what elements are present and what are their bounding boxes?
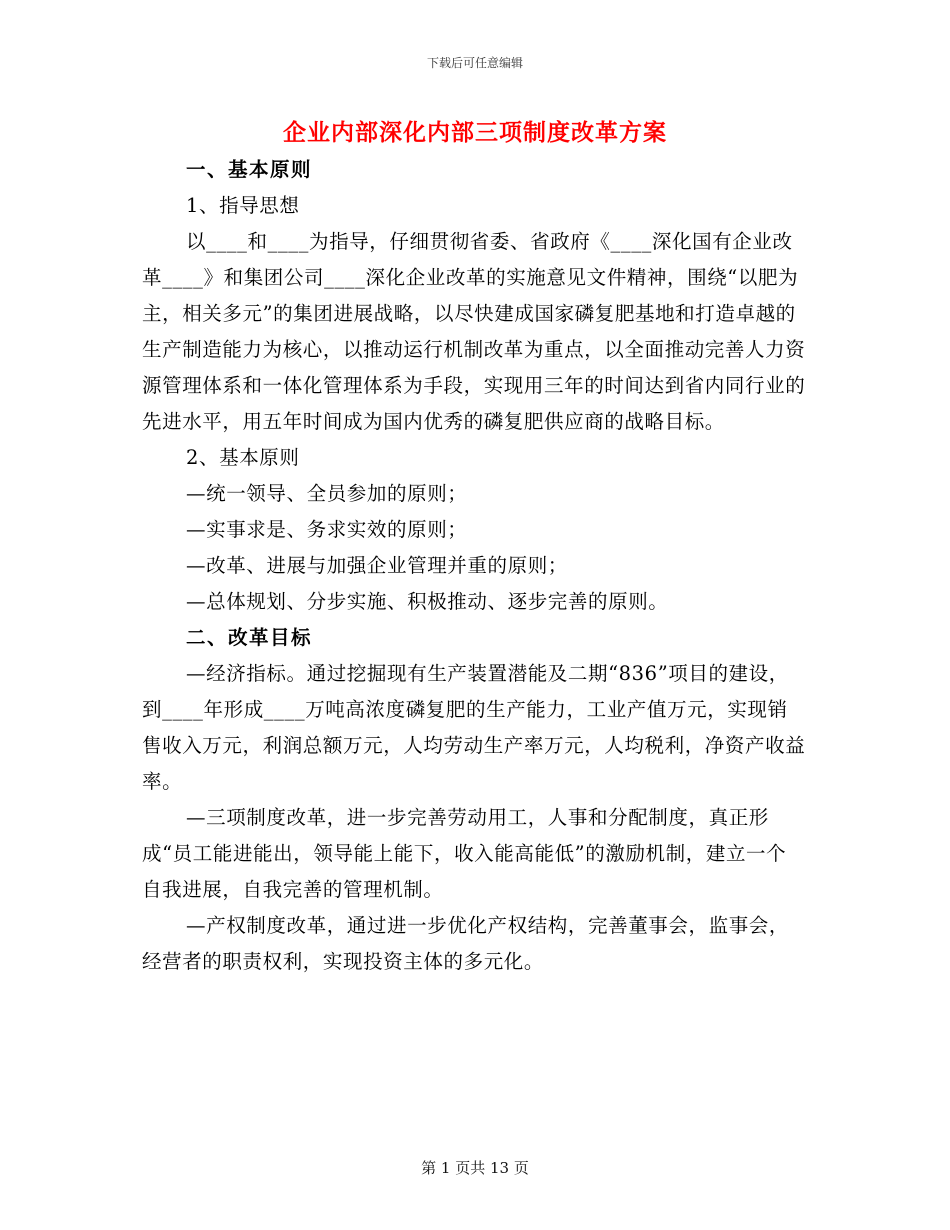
paragraph-guiding-thought: 以____和____为指导，仔细贯彻省委、省政府《____深化国有企业改革____》和集团公司____深化企业改革的实施意见文件精神，围绕“以肥为主，相关多元”的集团进展战略，以尽快建成国家磷复肥基地和打造卓越的生产制造能力为核心，以推动运行机制改革为重点，以全面推动完善人力资源管理体系和一体化管理体系为手段，实现用三年的时间达到省内同行业的先进水平，用五年时间成为国内优秀的磷复肥供应商的战略目标。	[142, 230, 806, 433]
header-note: 下载后可任意编辑	[426, 56, 523, 70]
subheading-guiding-thought: 1、指导思想	[186, 194, 300, 217]
page-footer: 第 1 页共 13 页	[421, 1159, 529, 1177]
section-heading-principles: 一、基本原则	[186, 158, 313, 181]
principle-item: —统一领导、全员参加的原则；	[186, 482, 468, 505]
paragraph-three-systems-reform: —三项制度改革，进一步完善劳动用工，人事和分配制度，真正形成“员工能进能出，领导能上能下，收入能高能低”的激励机制，建立一个自我进展，自我完善的管理机制。	[142, 806, 787, 901]
paragraph-economic-goals: —经济指标。通过挖掘现有生产装置潜能及二期“836”项目的建设，到____年形成____万吨高浓度磷复肥的生产能力，工业产值万元，实现销售收入万元，利润总额万元，人均劳动生产率万元，人均税利，净资产收益率。	[142, 662, 806, 793]
principle-item: —总体规划、分步实施、积极推动、逐步完善的原则。	[186, 590, 669, 613]
principle-item: —改革、进展与加强企业管理并重的原则；	[186, 554, 568, 577]
document-body	[142, 152, 806, 980]
principle-item: —实事求是、务求实效的原则；	[186, 518, 468, 541]
subheading-basic-principles: 2、基本原则	[186, 446, 300, 469]
document-title: 企业内部深化内部三项制度改革方案	[283, 119, 667, 146]
section-heading-goals: 二、改革目标	[186, 626, 313, 649]
paragraph-property-rights-reform: —产权制度改革，通过进一步优化产权结构，完善董事会，监事会，经营者的职责权利，实现投资主体的多元化。	[142, 914, 790, 973]
